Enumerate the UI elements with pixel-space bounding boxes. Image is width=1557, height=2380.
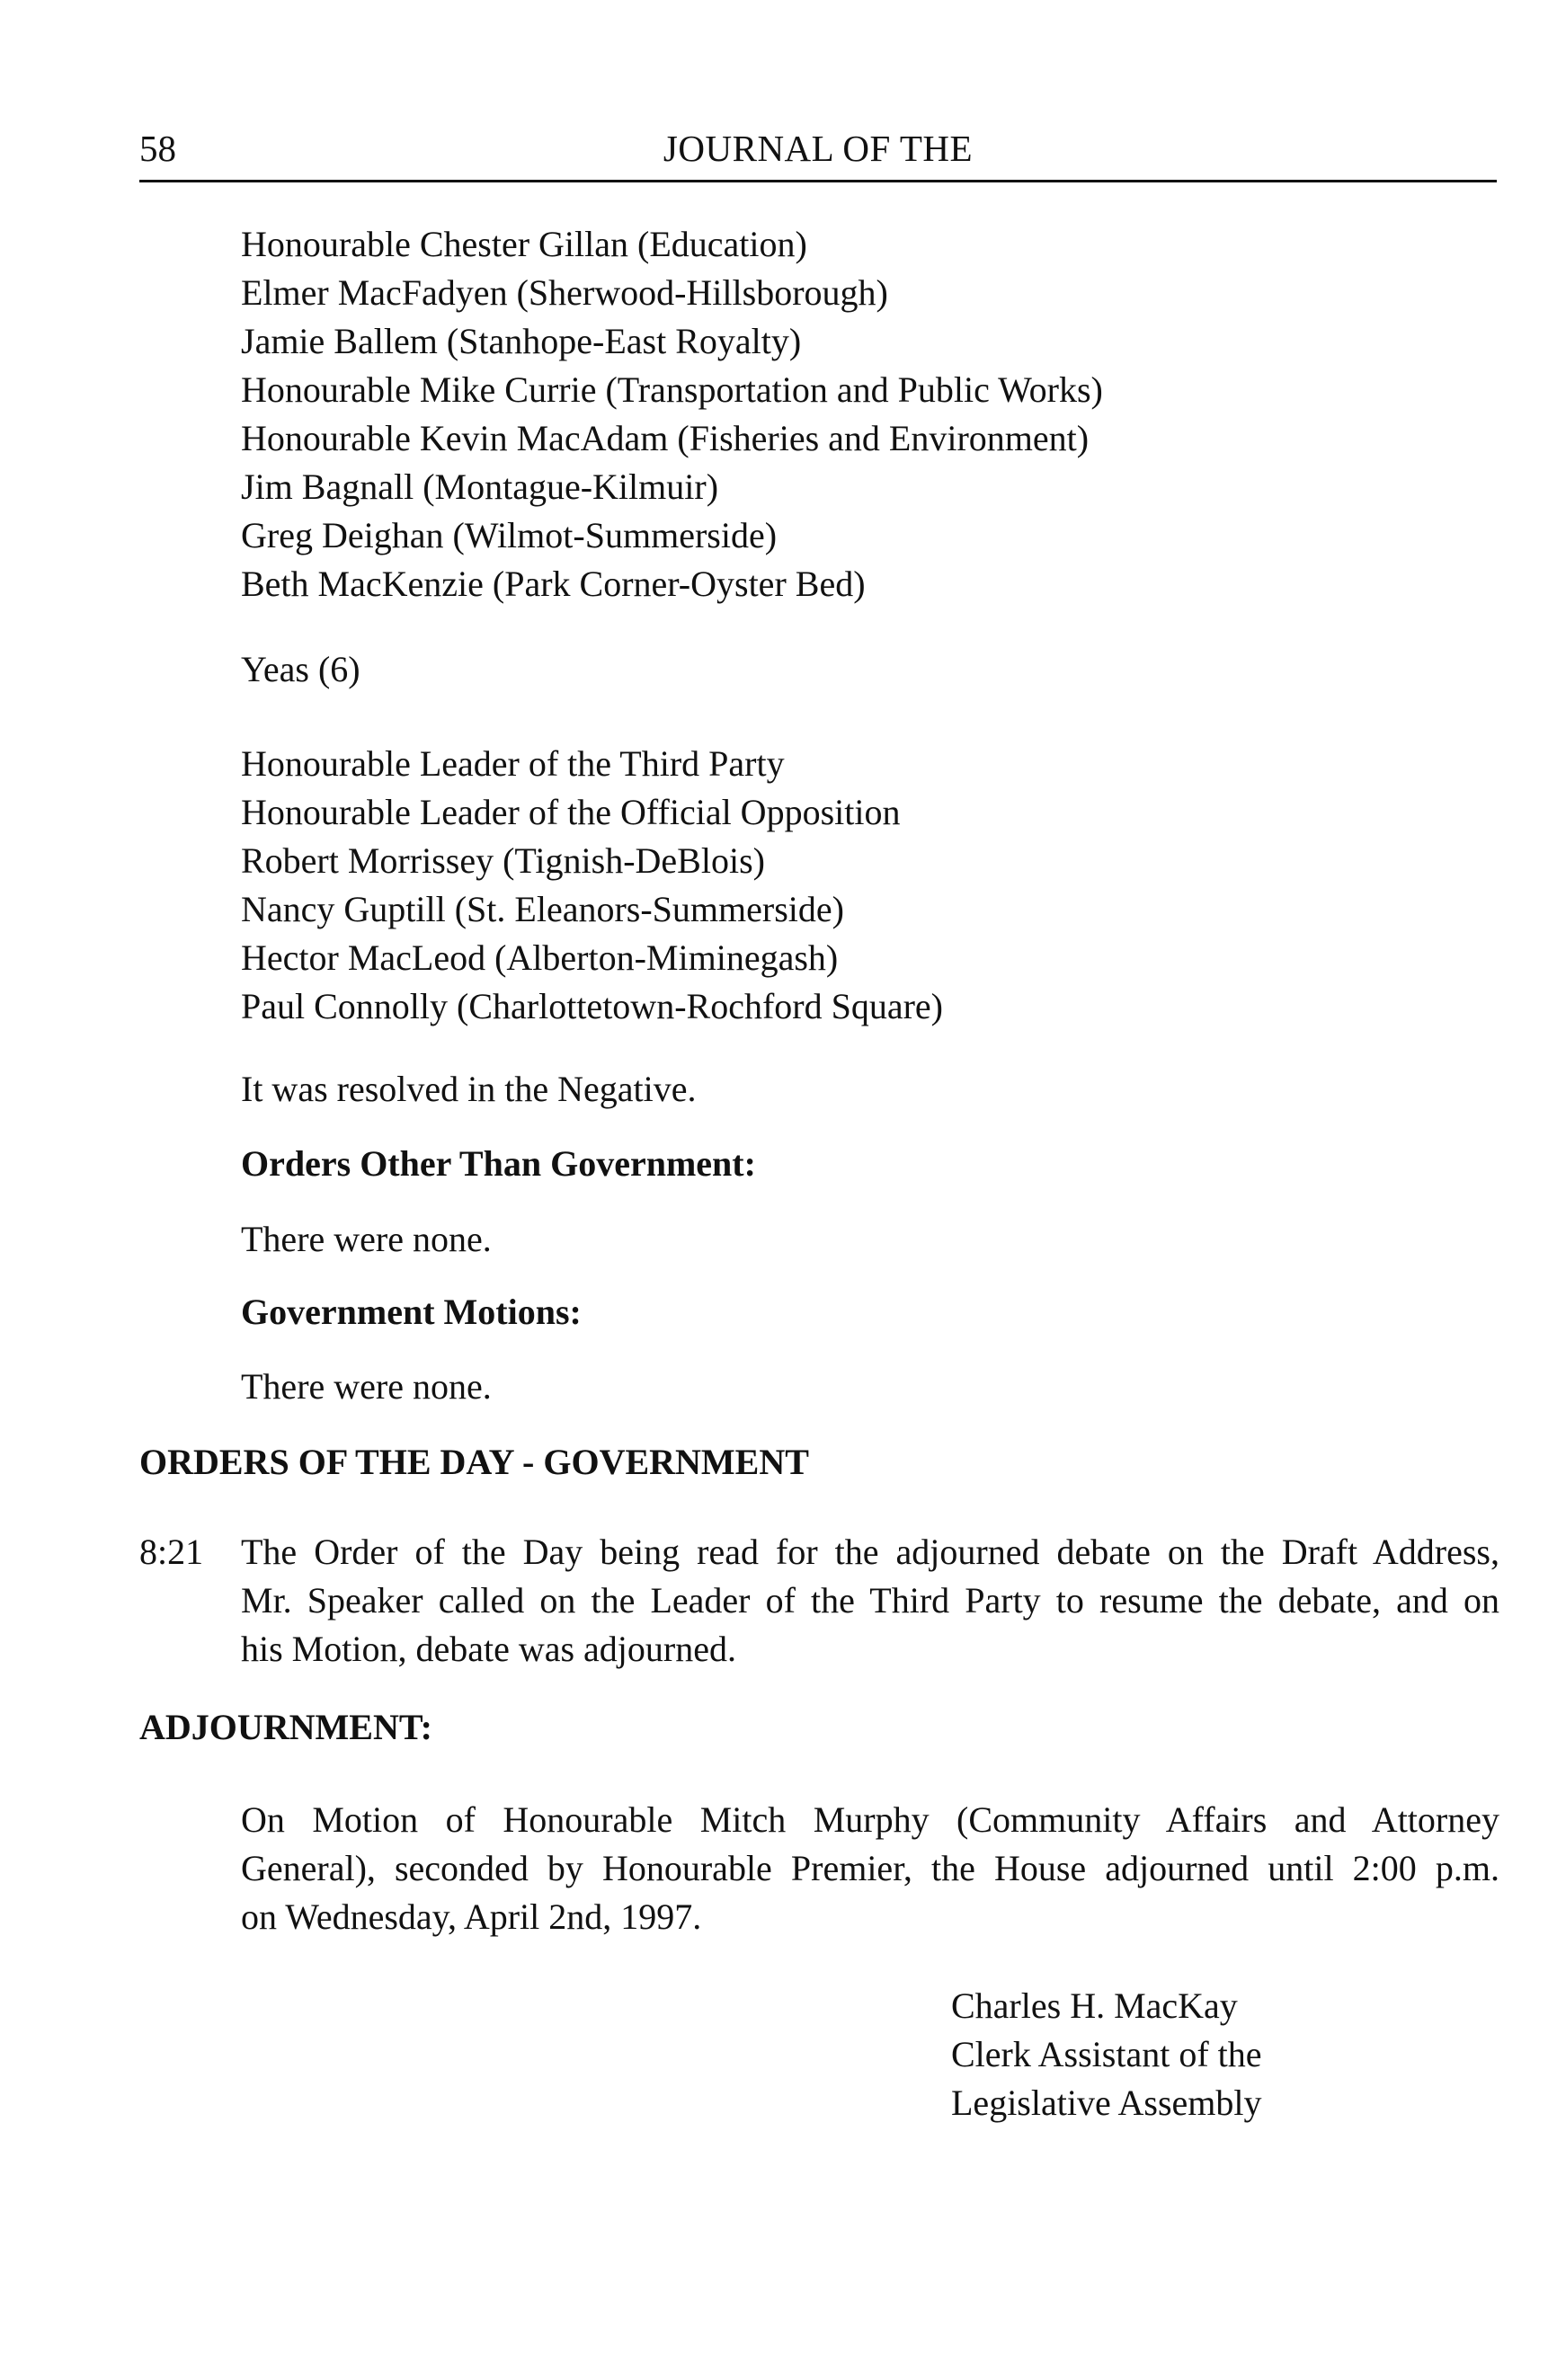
adjournment-paragraph bbox=[241, 1796, 1499, 1941]
member-line: Nancy Guptill (St. Eleanors-Summerside) bbox=[241, 889, 844, 929]
member-line: Robert Morrissey (Tignish-DeBlois) bbox=[241, 840, 765, 881]
member-line: Honourable Chester Gillan (Education) bbox=[241, 224, 807, 264]
member-line: Paul Connolly (Charlottetown-Rochford Square) bbox=[241, 986, 943, 1026]
signatory-title: Legislative Assembly bbox=[951, 2082, 1262, 2123]
paragraph-line: The Order of the Day being read for the adjourned debate on the Draft Address, bbox=[241, 1532, 1499, 1572]
page-number: 58 bbox=[139, 128, 176, 169]
paragraph-line: his Motion, debate was adjourned. bbox=[241, 1629, 736, 1669]
paragraph-line: on Wednesday, April 2nd, 1997. bbox=[241, 1896, 702, 1937]
member-line: Honourable Kevin MacAdam (Fisheries and Environment) bbox=[241, 418, 1090, 458]
signatory-title: Clerk Assistant of the bbox=[951, 2034, 1262, 2074]
member-line: Hector MacLeod (Alberton-Miminegash) bbox=[241, 937, 839, 978]
yeas-heading: Yeas (6) bbox=[241, 649, 360, 689]
member-line: Beth MacKenzie (Park Corner-Oyster Bed) bbox=[241, 564, 866, 604]
member-line: Honourable Mike Currie (Transportation and Public Works) bbox=[241, 369, 1103, 410]
orders-of-the-day-heading: ORDERS OF THE DAY - GOVERNMENT bbox=[139, 1442, 809, 1482]
member-line: Jim Bagnall (Montague-Kilmuir) bbox=[241, 466, 719, 507]
entry-time: 8:21 bbox=[139, 1532, 204, 1572]
paragraph-line: General), seconded by Honourable Premier, the House adjourned until 2:00 p.m. bbox=[241, 1848, 1499, 1888]
nays-member-list bbox=[241, 220, 1499, 608]
signatory-name: Charles H. MacKay bbox=[951, 1985, 1238, 2026]
government-motions-heading: Government Motions: bbox=[241, 1292, 582, 1332]
member-line: Honourable Leader of the Official Opposition bbox=[241, 792, 901, 832]
orders-of-the-day-paragraph bbox=[241, 1528, 1499, 1674]
yeas-member-list bbox=[241, 740, 1499, 1031]
page-header bbox=[139, 121, 1497, 175]
signature-block bbox=[951, 1982, 1490, 2127]
member-line: Greg Deighan (Wilmot-Summerside) bbox=[241, 515, 778, 555]
member-line: Elmer MacFadyen (Sherwood-Hillsborough) bbox=[241, 272, 888, 313]
header-rule bbox=[139, 180, 1497, 182]
paragraph-line: Mr. Speaker called on the Leader of the Third Party to resume the debate, and on bbox=[241, 1580, 1499, 1621]
running-head: JOURNAL OF THE bbox=[663, 128, 974, 169]
member-line: Jamie Ballem (Stanhope-East Royalty) bbox=[241, 321, 802, 361]
member-line: Honourable Leader of the Third Party bbox=[241, 743, 785, 784]
paragraph-line: On Motion of Honourable Mitch Murphy (Community Affairs and Attorney bbox=[241, 1799, 1499, 1840]
orders-other-text: There were none. bbox=[241, 1219, 492, 1259]
adjournment-heading: ADJOURNMENT: bbox=[139, 1707, 432, 1747]
government-motions-text: There were none. bbox=[241, 1366, 492, 1407]
orders-other-heading: Orders Other Than Government: bbox=[241, 1143, 756, 1184]
resolution-text: It was resolved in the Negative. bbox=[241, 1069, 697, 1109]
